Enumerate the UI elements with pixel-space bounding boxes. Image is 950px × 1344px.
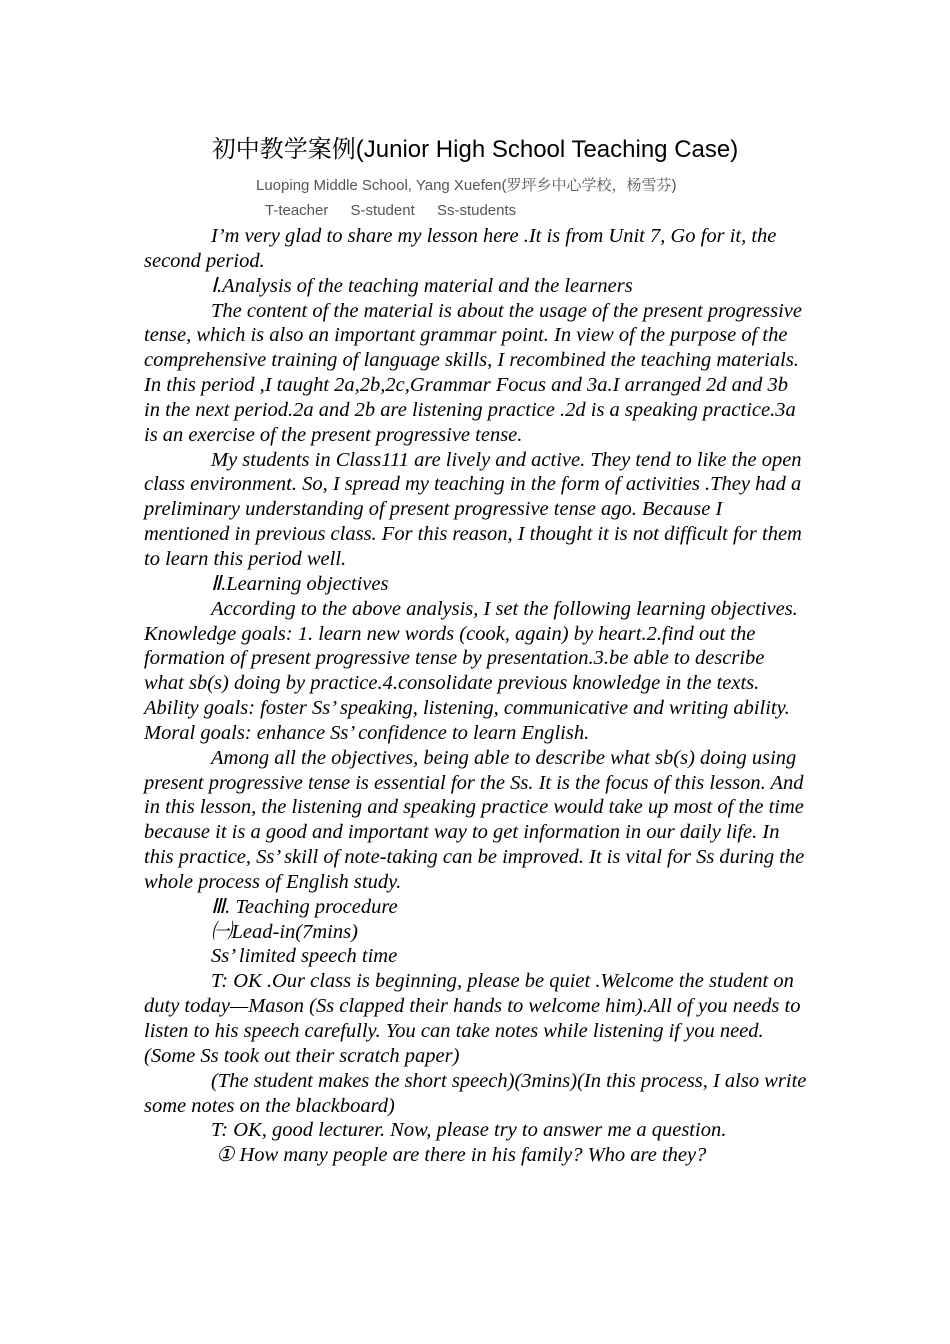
paragraph-students: My students in Class111 are lively and active. They tend to like the open class environment. So, I spread my teaching in the form of activities .They had a preliminary understanding of present progressive tense ago. Because I mentioned in previous class. For this reason, I thought it is not difficult for them to learn this period well. bbox=[144, 448, 802, 570]
document-body bbox=[144, 224, 808, 1168]
heading-objectives: Ⅱ.Learning objectives bbox=[211, 572, 389, 595]
paragraph-focus: Among all the objectives, being able to describe what sb(s) doing using present progressive tense is essential for the Ss. It is the focus of this lesson. And in this lesson, the listening and speaking practice would take up most of the time because it is a good and important way to get information in our daily life. In this practice, Ss’ skill of note-taking can be improved. It is vital for Ss during the whole process of English study. bbox=[144, 746, 805, 893]
paragraph-teacher-question: T: OK, good lecturer. Now, please try to answer me a question. bbox=[211, 1119, 727, 1142]
paragraph-objectives: According to the above analysis, I set the following learning objectives. Knowledge goals: 1. learn new words (cook, again) by heart.2.find out the formation of present progressive tense by presentation.3.be able to describe what sb(s) doing by practice.4.consolidate previous knowledge in the texts. Ability goals: foster Ss’ speaking, listening, communicative and writing ability. Moral goals: enhance Ss’ confidence to learn English. bbox=[144, 597, 798, 744]
paragraph-student-speech: (The student makes the short speech)(3mins)(In this process, I also write some notes on the blackboard) bbox=[144, 1069, 807, 1117]
paragraph-intro: I’m very glad to share my lesson here .It is from Unit 7, Go for it, the second period. bbox=[144, 225, 777, 272]
title-chinese: 初中教学案例 bbox=[211, 135, 356, 163]
paragraph-question-one: ① How many people are there in his family? Who are they? bbox=[216, 1144, 707, 1167]
heading-procedure: Ⅲ. Teaching procedure bbox=[211, 895, 398, 918]
heading-analysis: Ⅰ.Analysis of the teaching material and the learners bbox=[211, 274, 633, 297]
paragraph-material: The content of the material is about the usage of the present progressive tense, which is also an important grammar point. In view of the purpose of the comprehensive training of language skills, I recombined the teaching materials. In this period ,I taught 2a,2b,2c,Grammar Focus and 3a.I arranged 2d and 3b in the next period.2a and 2b are listening practice .2d is a speaking practice.3a is an exercise of the present progressive tense. bbox=[144, 299, 802, 446]
title-english: (Junior High School Teaching Case) bbox=[355, 136, 739, 163]
paragraph-speech-time: Ss’ limited speech time bbox=[211, 945, 398, 968]
paragraph-teacher-welcome: T: OK .Our class is beginning, please be quiet .Welcome the student on duty today—Mason (Ss clapped their hands to welcome him).All of you needs to listen to his speech carefully. You can take notes while listening if you need. (Some Ss took out their scratch paper) bbox=[144, 970, 801, 1067]
document-title bbox=[0, 133, 950, 166]
role-legend bbox=[265, 201, 534, 221]
legend-students: Ss-students bbox=[436, 202, 517, 219]
legend-student: S-student bbox=[350, 202, 415, 219]
heading-lead-in: ㈠Lead-in(7mins) bbox=[211, 920, 358, 943]
author-line: Luoping Middle School, Yang Xuefen(罗坪乡中心学校，杨雪芬) bbox=[256, 177, 677, 194]
legend-teacher: T-teacher bbox=[265, 202, 329, 219]
